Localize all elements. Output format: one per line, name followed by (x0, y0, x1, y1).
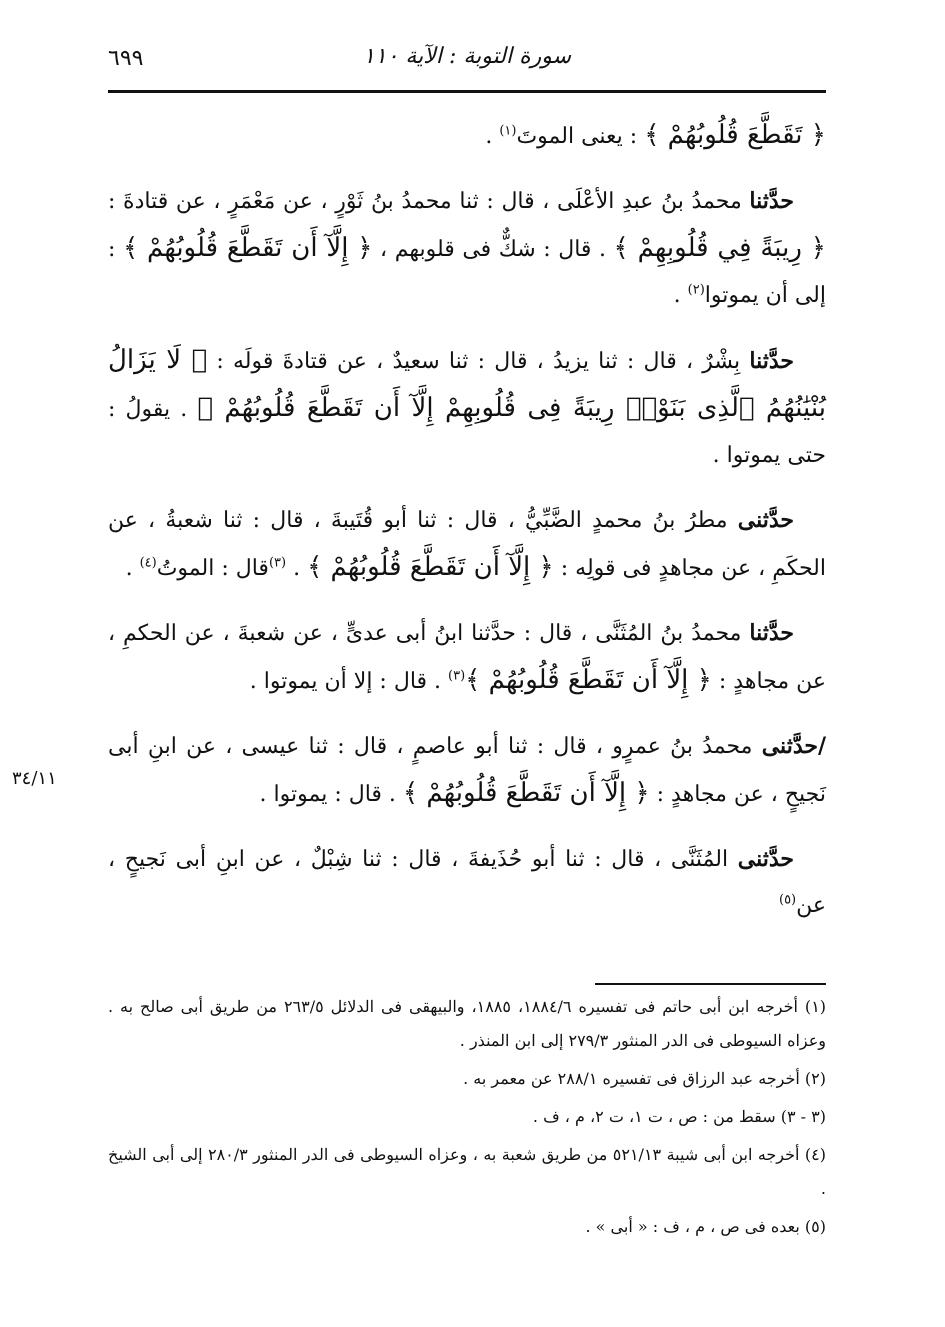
footnote: (٢) أخرجه عبد الرزاق فى تفسيره ٢٨٨/١ عن معمر به . (463, 1069, 826, 1088)
footnote: (٣ - ٣) سقط من : ص ، ت ١، ت ٢، م ، ف . (532, 1107, 826, 1126)
paragraph-text: . قال : إلا أن يموتوا . (249, 669, 449, 694)
narration-lead: حدَّثنى (737, 507, 794, 533)
paragraph-text: . قال : يموتوا . (259, 782, 403, 807)
paragraph (108, 112, 826, 160)
quran-verse: ﴿ إِلَّآ أَن تَقَطَّعَ قُلُوبُهُمْ ﴾ (122, 233, 373, 263)
paragraph (108, 178, 826, 319)
narration-lead: حدَّثنا (749, 188, 794, 214)
paragraph-text: محمدُ بنُ المُثَنَّى ، قال : حدَّثنا ابنُ أبى عدىٍّ ، عن شعبةَ ، عن الحكمِ ، عن مجاهدٍ : (108, 621, 826, 694)
paragraph-text: : يعنى الموتَ (516, 124, 645, 149)
paragraph-text: . (286, 556, 308, 581)
paragraph-text: . يقولُ : حتى يموتوا . (108, 397, 826, 468)
narration-lead: /حدَّثنى (761, 733, 826, 759)
running-title: سورة التوبة : الآية ١١٠ (362, 44, 572, 69)
footnote-ref[interactable]: (٥) (778, 892, 797, 908)
paragraph-text: : إلى أن يموتوا (108, 237, 826, 308)
footnote-ref[interactable]: (٢) (687, 282, 705, 298)
narration-lead: حدَّثنى (737, 846, 794, 872)
footnote: (٥) بعده فى ص ، م ، ف : « أبى » . (585, 1217, 826, 1236)
footnote-divider (595, 983, 826, 985)
footnote-ref[interactable]: (٣) (268, 555, 287, 571)
margin-reference: ٣٤/١١ (12, 768, 57, 789)
quran-verse: ﴿ لَا يَزَالُ بُنْيَٰنُهُمُ ٱلَّذِى بَنَوْا۟ رِيبَةً فِى قُلُوبِهِمْ إِلَّآ أَن تَقَطَّعَ قُلُوبُهُمْ ﴾ (108, 345, 826, 423)
quran-verse: ﴿ رِيبَةً فِي قُلُوبِهِمْ ﴾ (613, 233, 826, 263)
paragraph-text: بِشْرٌ ، قال : ثنا يزيدُ ، قال : ثنا سعيدٌ ، عن قتادةَ قولَه : (207, 349, 750, 374)
paragraph-tail: . (125, 556, 140, 581)
paragraph-tail: . (673, 283, 688, 308)
footnote-ref[interactable]: (١) (499, 123, 517, 139)
paragraph-text: قال : الموتُ (156, 556, 269, 581)
paragraph (108, 497, 826, 592)
main-text (108, 112, 826, 947)
paragraph-text: محمدُ بنُ عمرٍو ، قال : ثنا أبو عاصمٍ ، قال : ثنا عيسى ، عن ابنِ أبى نَجيحٍ ، عن مجاهدٍ : (108, 734, 826, 807)
footnote-ref[interactable]: (٣) (448, 668, 466, 684)
footnote: (١) أخرجه ابن أبى حاتم فى تفسيره ١٨٨٤/٦، ١٨٨٥، والبيهقى فى الدلائل ٢٦٣/٥ من طريق أبى صالح به . وعزاه السيوطى فى الدر المنثور ٢٧٩/٣ إلى ابن المنذر . (108, 997, 827, 1050)
page-number: ٦٩٩ (108, 46, 144, 71)
paragraph-text: مطرُ بنُ محمدٍ الضَّبِّيُّ ، قال : ثنا أبو قُتَيبةَ ، قال : ثنا شعبةُ ، عن الحكَمِ ، عن مجاهدٍ فى قولِه : (108, 508, 826, 581)
quran-verse: ﴿ إِلَّآ أَن تَقَطَّعَ قُلُوبُهُمْ ﴾ (402, 778, 650, 808)
paragraph (108, 610, 826, 705)
paragraph (108, 337, 826, 479)
quran-verse: ﴿ إِلَّآ أَن تَقَطَّعَ قُلُوبُهُمْ ﴾ (465, 665, 712, 695)
paragraph-text: محمدُ بنُ عبدِ الأعْلَى ، قال : ثنا محمدُ بنُ ثَوْرٍ ، عن مَعْمَرٍ ، عن قتادةَ : (108, 189, 750, 214)
narration-lead: حدَّثنا (749, 348, 795, 374)
quran-verse: ﴿ تَقَطَّعَ قُلُوبُهُمْ ﴾ (644, 120, 826, 150)
narration-lead: حدَّثنا (749, 620, 794, 646)
footnotes (108, 990, 826, 1248)
paragraph-tail: . (485, 124, 500, 149)
quran-verse: ﴿ إِلَّآ أَن تَقَطَّعَ قُلُوبُهُمْ ﴾ (307, 552, 554, 582)
paragraph (108, 723, 826, 818)
paragraph (108, 836, 826, 929)
footnote-ref[interactable]: (٤) (139, 555, 157, 571)
paragraph-text: المُثَنَّى ، قال : ثنا أبو حُذَيفةَ ، قال : ثنا شِبْلٌ ، عن ابنِ أبى نَجيحٍ ، عن (108, 847, 826, 918)
header-divider (108, 90, 826, 93)
paragraph-text: . قال : شكٌّ فى قلوبهم ، (372, 237, 614, 262)
footnote: (٤) أخرجه ابن أبى شيبة ٥٢١/١٣ من طريق شعبة به ، وعزاه السيوطى فى الدر المنثور ٢٨٠/٣ إلى أبى الشيخ . (108, 1145, 826, 1198)
page-header (108, 32, 826, 86)
